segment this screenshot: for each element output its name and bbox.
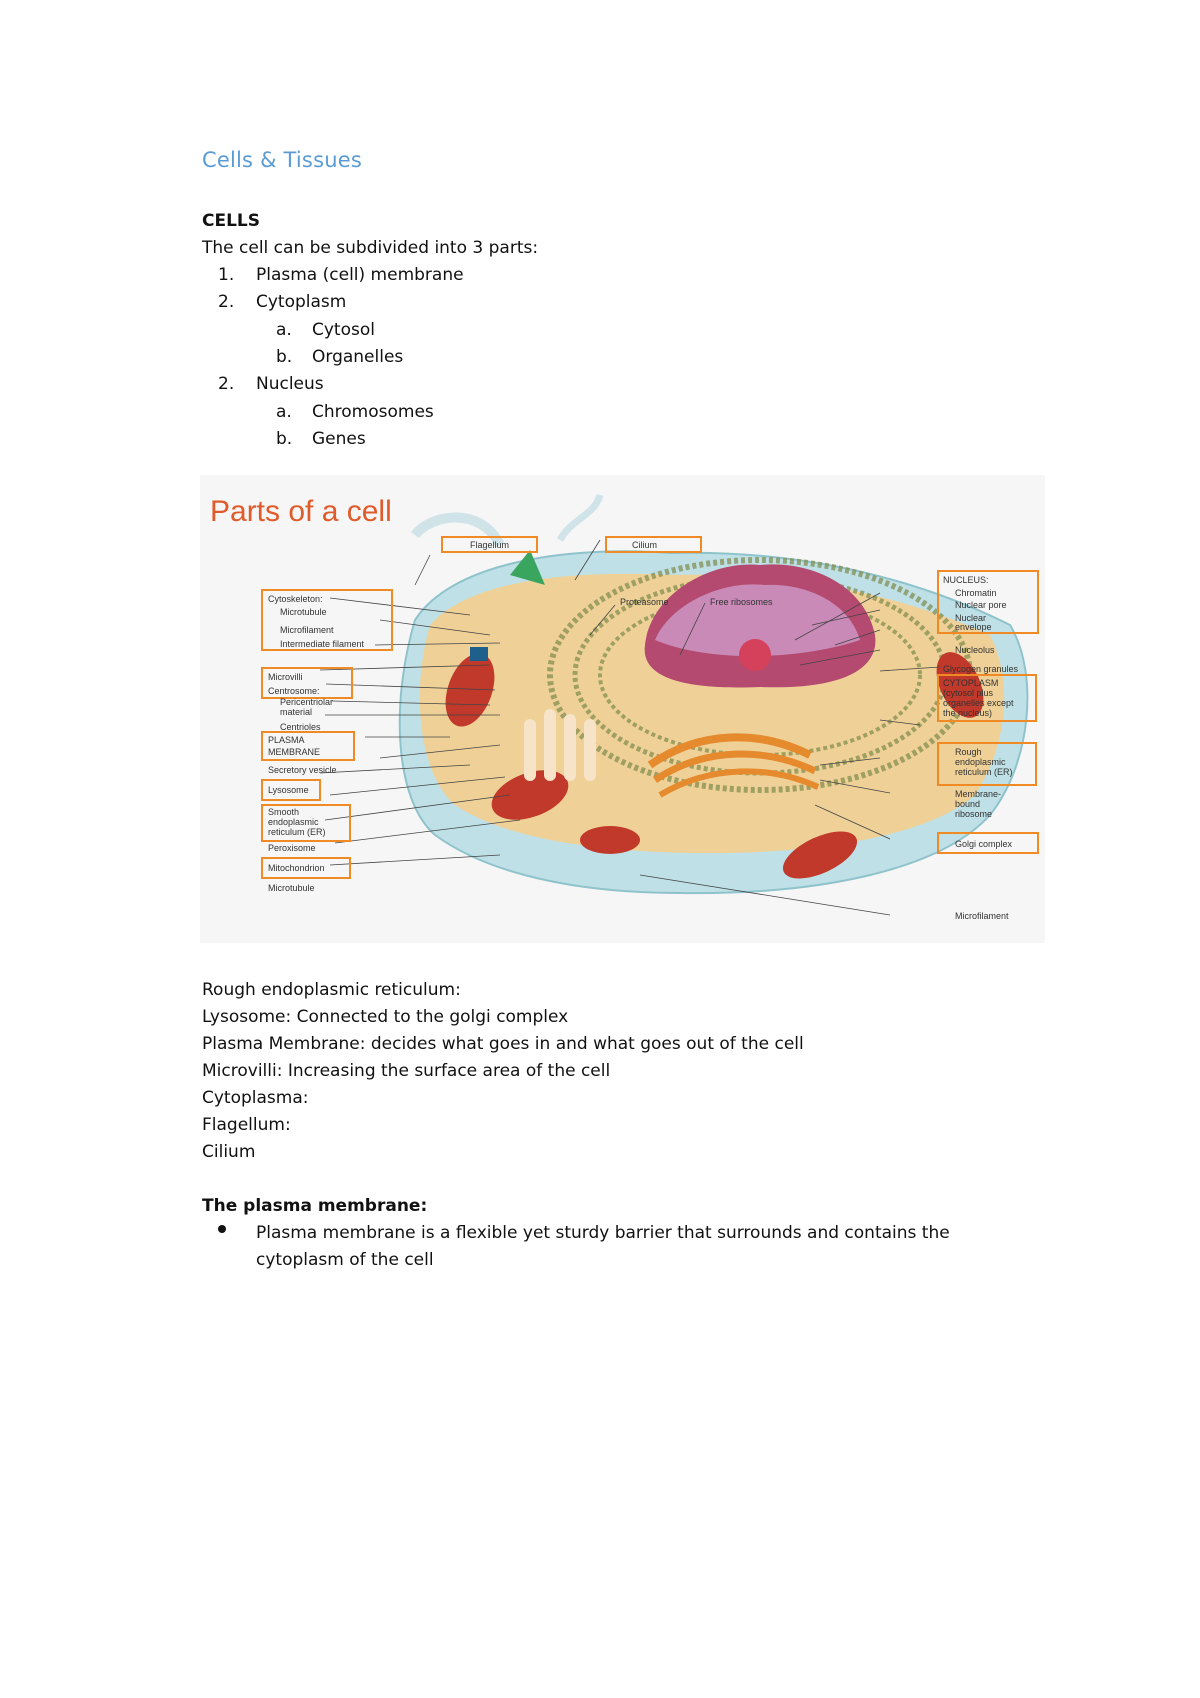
outline-number: 2.	[218, 374, 235, 394]
outline-letter: b.	[276, 429, 293, 449]
cells-heading: CELLS	[202, 211, 260, 231]
label-smooth: Smooth	[268, 807, 300, 817]
label-microfilament-bottom: Microfilament	[955, 911, 1009, 921]
outline-letter: a.	[276, 320, 292, 340]
label-smooth-endoplasmic: endoplasmic	[268, 817, 319, 827]
note-line: Plasma Membrane: decides what goes in and what goes out of the cell	[202, 1034, 804, 1054]
label-centrioles: Centrioles	[280, 722, 321, 732]
figure-title: Parts of a cell	[210, 495, 392, 528]
label-cytoplasm-3: organelles except	[943, 698, 1014, 708]
label-envelope: envelope	[955, 622, 992, 632]
label-free-ribosomes: Free ribosomes	[710, 597, 773, 607]
label-microfilament: Microfilament	[280, 625, 334, 635]
label-plasma: PLASMA	[268, 735, 305, 745]
label-flagellum: Flagellum	[470, 540, 510, 550]
label-peroxisome: Peroxisome	[268, 843, 316, 853]
outline-number: 1.	[218, 265, 235, 285]
label-proteasome: Proteasome	[620, 597, 669, 607]
outline-subitem: Organelles	[312, 347, 404, 367]
note-line: Cilium	[202, 1142, 256, 1162]
bullet-text-line2: cytoplasm of the cell	[256, 1250, 434, 1270]
note-line: Microvilli: Increasing the surface area of the cell	[202, 1061, 611, 1081]
label-microtubule: Microtubule	[280, 607, 327, 617]
label-glycogen: Glycogen granules	[943, 664, 1019, 674]
label-rough-endoplasmic: endoplasmic	[955, 757, 1006, 767]
label-pericentriolar-material: material	[280, 707, 313, 717]
note-line: Rough endoplasmic reticulum:	[202, 980, 461, 1000]
label-cytoplasm: CYTOPLASM	[943, 678, 999, 688]
label-cytoplasm-2: (cytosol plus	[943, 688, 994, 698]
outline-number: 2.	[218, 292, 235, 312]
outline-item: Plasma (cell) membrane	[256, 265, 464, 285]
label-secretory-vesicle: Secretory vesicle	[268, 765, 337, 775]
label-golgi: Golgi complex	[955, 839, 1013, 849]
intro-text: The cell can be subdivided into 3 parts:	[202, 238, 539, 258]
label-centrosome: Centrosome:	[268, 686, 320, 696]
outline-item: Cytoplasm	[256, 292, 347, 312]
label-chromatin: Chromatin	[955, 588, 997, 598]
outline-subitem: Chromosomes	[312, 402, 434, 422]
label-microvilli: Microvilli	[268, 672, 303, 682]
label-cilium: Cilium	[632, 540, 658, 550]
label-rough-reticulum: reticulum (ER)	[955, 767, 1013, 777]
note-line: Flagellum:	[202, 1115, 291, 1135]
label-nuclear-pore: Nuclear pore	[955, 600, 1007, 610]
label-nucleus: NUCLEUS:	[943, 575, 989, 585]
label-lysosome: Lysosome	[268, 785, 309, 795]
label-ribosome: ribosome	[955, 809, 993, 819]
note-line: Lysosome: Connected to the golgi complex	[202, 1007, 569, 1027]
outline-subitem: Cytosol	[312, 320, 375, 340]
outline-item: Nucleus	[256, 374, 324, 394]
label-nuclear: Nuclear	[955, 613, 987, 623]
label-smooth-reticulum: reticulum (ER)	[268, 827, 326, 837]
label-rough: Rough	[955, 747, 982, 757]
bullet-icon	[218, 1225, 226, 1233]
cell-illustration	[400, 495, 1028, 893]
label-mitochondrion: Mitochondrion	[268, 863, 325, 873]
outline-letter: a.	[276, 402, 292, 422]
label-intermediate-filament: Intermediate filament	[280, 639, 365, 649]
cell-diagram	[200, 475, 1045, 943]
label-pericentriolar: Pericentriolar	[280, 697, 334, 707]
label-nucleolus: Nucleolus	[955, 645, 995, 655]
plasma-membrane-heading: The plasma membrane:	[202, 1196, 428, 1216]
document-title: Cells & Tissues	[202, 148, 362, 172]
label-bound: bound	[955, 799, 981, 809]
outline-subitem: Genes	[312, 429, 366, 449]
bullet-text-line1: Plasma membrane is a flexible yet sturdy barrier that surrounds and contains the	[256, 1223, 950, 1243]
label-cytoplasm-4: the nucleus)	[943, 708, 993, 718]
cell-diagram-figure	[200, 475, 1045, 943]
outline-letter: b.	[276, 347, 293, 367]
label-microtubule-bottom: Microtubule	[268, 883, 315, 893]
note-line: Cytoplasma:	[202, 1088, 309, 1108]
label-membrane: MEMBRANE	[268, 747, 321, 757]
label-cytoskeleton: Cytoskeleton:	[268, 594, 323, 604]
label-membrane-bound: Membrane-	[955, 789, 1002, 799]
